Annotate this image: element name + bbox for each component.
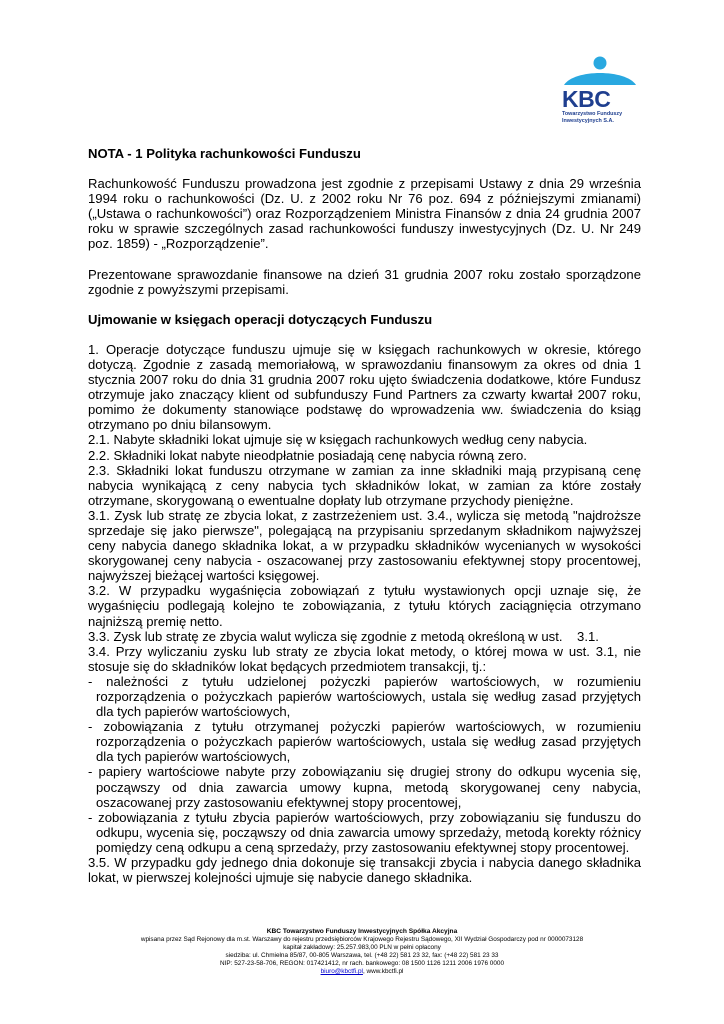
item-3-4: 3.4. Przy wyliczaniu zysku lub straty ze zbycia lokat metody, o której mowa w ust. 3.1, nie stosuje się do składników lokat będących przedmiotem transakcji, tj.:: [88, 643, 641, 674]
item-1: 1. Operacje dotyczące funduszu ujmuje się w księgach rachunkowych w okresie, którego dotyczą. Zgodnie z zasadą memoriałową, w sprawozdaniu finansowym za okres od dnia 1 stycznia 2007 roku do dnia 31 grudnia 2007 roku ujęto świadczenia dodatkowe, które Fundusz otrzymuje jako znaczący klient od subfunduszy Fund Partners za czwarty kwartał 2007 roku, pomimo że dokumenty stanowiące podstawę do wprowadzenia ww. świadczenia do ksiąg otrzymano po dniu bilansowym.: [88, 341, 641, 433]
item-3-3: 3.3. Zysk lub stratę ze zbycia walut wylicza się zgodnie z metodą określoną w ust. 3.1.: [88, 628, 599, 644]
section-title: Ujmowanie w księgach operacji dotyczących Funduszu: [88, 311, 433, 327]
footer-contact: [40, 968, 684, 976]
bullet-4: - zobowiązania z tytułu zbycia papierów wartościowych, przy zobowiązaniu się funduszu do odkupu, wycenia się, począwszy od dnia zawarcia umowy sprzedaży, metodą korekty różnicy pomiędzy ceną odkupu a ceną sprzedaży, przy zastosowaniu efektywnej stopy procentowej.: [88, 809, 641, 855]
bullet-2: - zobowiązania z tytułu otrzymanej pożyczki papierów wartościowych, w rozumieniu rozporządzenia o pożyczkach papierów wartościowych, ustala się według zasad przyjętych dla tych papierów wartościowych,: [88, 719, 641, 765]
kbc-logo-mark-icon: [562, 56, 638, 86]
bullet-3: - papiery wartościowe nabyte przy zobowiązaniu się drugiej strony do odkupu wycenia się, począwszy od dnia zawarcia umowy kupna, metodą skorygowanej ceny nabycia, oszacowanej przy zastosowaniu efektywnej stopy procentowej,: [88, 764, 641, 810]
logo-subtitle-line-2: Inwestycyjnych S.A.: [562, 118, 614, 125]
paragraph-statement: Prezentowane sprawozdanie finansowe na dzień 31 grudnia 2007 roku zostało sporządzone zgodnie z powyższymi przepisami.: [88, 266, 641, 297]
item-3-2: 3.2. W przypadku wygaśnięcia zobowiązań z tytułu wystawionych opcji uznaje się, że wygaśnięciu podlegają kolejno te zobowiązania, z tytułu których zaciągnięcia otrzymano najniższą premię netto.: [88, 583, 641, 629]
page-footer: [40, 928, 684, 976]
item-3-1: 3.1. Zysk lub stratę ze zbycia lokat, z zastrzeżeniem ust. 3.4., wylicza się metodą "najdroższe sprzedaje się jako pierwsze", polegającą na przypisaniu sprzedanym składnikom najwyższej ceny nabycia danego składnika lokat, a w przypadku składników wycenianych w wysokości skorygowanej ceny nabycia - oszacowanej przy zastosowaniu efektywnej stopy procentowej, najwyższej bieżącej wartości księgowej.: [88, 507, 641, 584]
item-2-3: 2.3. Składniki lokat funduszu otrzymane w zamian za inne składniki mają przypisaną cenę nabycia wynikającą z ceny nabycia tych składników lokat, w zamian za które zostały otrzymane, skorygowaną o ewentualne dopłaty lub otrzymane przychody pieniężne.: [88, 462, 641, 508]
paragraph-legal-basis: Rachunkowość Funduszu prowadzona jest zgodnie z przepisami Ustawy z dnia 29 września 1994 roku o rachunkowości (Dz. U. z 2002 roku Nr 76 poz. 694 z późniejszymi zmianami) („Ustawa o rachunkowości”) oraz Rozporządzeniem Ministra Finansów z dnia 24 grudnia 2007 roku w sprawie szczególnych zasad rachunkowości funduszy inwestycyjnych (Dz. U. Nr 249 poz. 1859) - „Rozporządzenie”.: [88, 176, 641, 252]
logo-subtitle-line-1: Towarzystwo Funduszy: [562, 111, 623, 117]
footer-email-link[interactable]: biuro@kbctfi.pl: [320, 968, 363, 975]
footer-tax-ids: NIP: 527-23-58-706, REGON: 017421412, nr rach. bankowego: 08 1500 1126 1211 2006 1976 0000: [220, 960, 504, 967]
bullet-1: - należności z tytułu udzielonej pożyczki papierów wartościowych, w rozumieniu rozporządzenia o pożyczkach papierów wartościowych, ustala się według zasad przyjętych dla tych papierów wartościowych,: [88, 673, 641, 720]
footer-address: siedziba: ul. Chmielna 85/87, 00-805 Warszawa, tel. (+48 22) 581 23 32, fax: (+48 22) 581 23 33: [225, 952, 499, 959]
logo-brand: KBC: [562, 86, 611, 112]
note-title: NOTA - 1 Polityka rachunkowości Funduszu: [88, 146, 361, 161]
document-body: [88, 146, 641, 885]
item-2-2: 2.2. Składniki lokat nabyte nieodpłatnie posiadają cenę nabycia równą zero.: [88, 447, 527, 463]
footer-capital: kapitał zakładowy: 25.257.983,00 PLN w pełni opłacony: [283, 944, 441, 951]
footer-registration: wpisana przez Sąd Rejonowy dla m.st. Warszawy do rejestru przedsiębiorców Krajowego Rejestru Sądowego, XII Wydział Gospodarczy pod nr 0000073128: [140, 936, 584, 943]
item-2-1: 2.1. Nabyte składniki lokat ujmuje się w księgach rachunkowych według ceny nabycia.: [88, 432, 588, 448]
footer-website: , www.kbctfi.pl: [362, 968, 404, 975]
item-3-5: 3.5. W przypadku gdy jednego dnia dokonuje się transakcji zbycia i nabycia danego składnika lokat, w pierwszej kolejności ujmuje się nabycie danego składnika.: [88, 855, 641, 886]
footer-company: KBC Towarzystwo Funduszy Inwestycyjnych Spółka Akcyjna: [266, 928, 458, 935]
kbc-logo: [562, 56, 640, 125]
